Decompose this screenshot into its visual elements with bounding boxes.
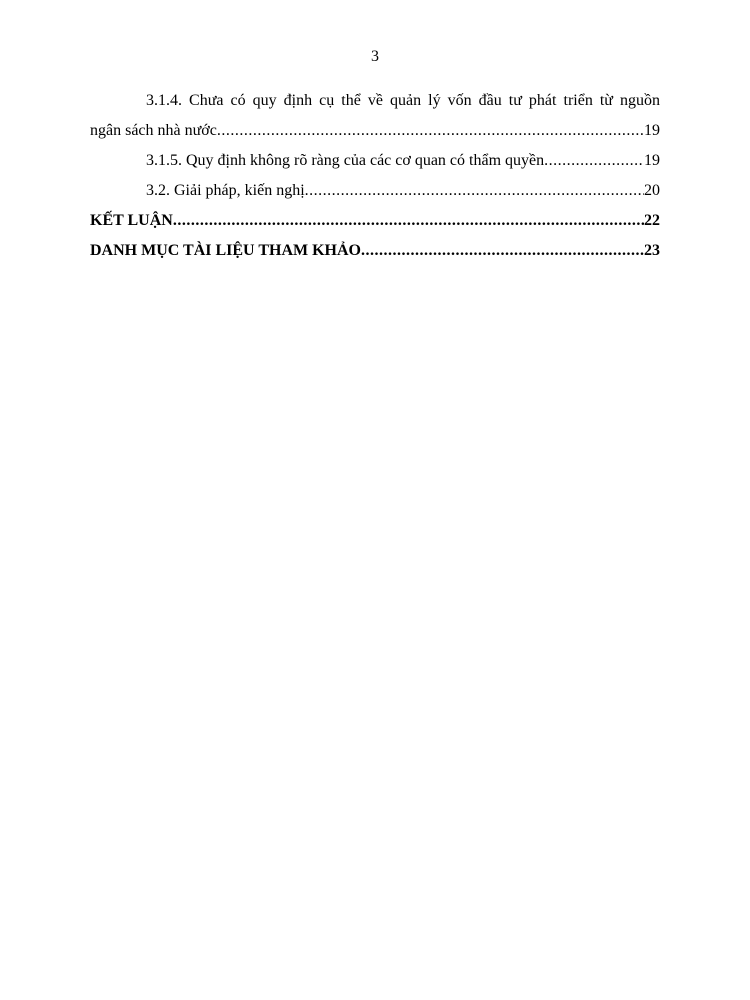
dot-leader	[305, 176, 644, 206]
table-of-contents	[90, 86, 660, 266]
toc-entry-3-1-4-line1: 3.1.4. Chưa có quy định cụ thể về quản lý vốn đầu tư phát triển từ nguồn	[146, 92, 660, 109]
dot-leader	[544, 146, 644, 176]
dot-leader	[173, 206, 644, 236]
toc-entry-text: ngân sách nhà nước	[90, 122, 217, 139]
toc-entry-text: 3.2. Giải pháp, kiến nghị	[146, 182, 305, 199]
page-number: 3	[371, 48, 379, 65]
toc-entry-3-2[interactable]	[90, 176, 660, 206]
toc-entry-references[interactable]	[90, 236, 660, 266]
dot-leader	[217, 116, 644, 146]
toc-entry-text: KẾT LUẬN	[90, 212, 173, 229]
toc-entry-text: DANH MỤC TÀI LIỆU THAM KHẢO	[90, 242, 361, 259]
toc-page-number: 23	[644, 242, 660, 259]
toc-entry-text: 3.1.5. Quy định không rõ ràng của các cơ quan có thẩm quyền	[146, 152, 545, 169]
toc-page-number: 19	[644, 122, 660, 139]
toc-entry-3-1-5[interactable]	[90, 146, 660, 176]
toc-entry-ket-luan[interactable]	[90, 206, 660, 236]
toc-page-number: 22	[644, 212, 660, 229]
toc-entry-3-1-4[interactable]	[90, 116, 660, 146]
dot-leader	[361, 236, 644, 266]
toc-page-number: 20	[644, 182, 660, 199]
toc-page-number: 19	[644, 152, 660, 169]
